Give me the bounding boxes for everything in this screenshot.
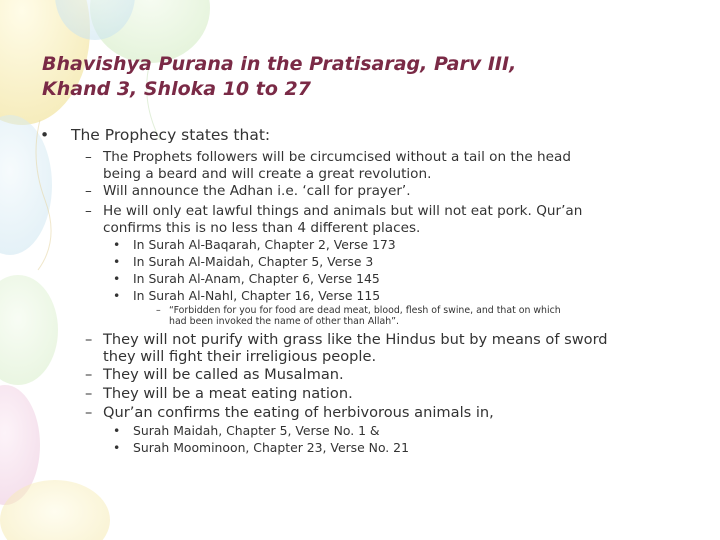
dash-marker: – (85, 183, 92, 199)
main-bullet: The Prophecy states that: (71, 126, 271, 144)
bullet-marker: • (113, 440, 121, 455)
title-line: Bhavishya Purana in the Pratisarag, Parv III, (42, 53, 517, 75)
dash-marker: – (85, 366, 93, 383)
quote-text: “Forbidden for you for food are dead meat, blood, flesh of swine, and that on which had been invoked the name of other than Allah”. (169, 305, 561, 327)
slide-title (42, 52, 702, 102)
bullet-marker: • (113, 237, 121, 252)
title-line: Khand 3, Shloka 10 to 27 (42, 78, 311, 100)
reference-item: In Surah Al-Baqarah, Chapter 2, Verse 173 (133, 237, 396, 252)
reference-item: Surah Maidah, Chapter 5, Verse No. 1 & (133, 423, 380, 438)
bullet-marker: • (40, 126, 50, 144)
dash-marker: – (85, 385, 93, 402)
sub-point: They will be a meat eating nation. (103, 385, 353, 402)
balloon-shape (0, 275, 58, 385)
dash-marker: – (85, 404, 93, 421)
reference-item: In Surah Al-Anam, Chapter 6, Verse 145 (133, 271, 380, 286)
sub-point: Qur’an confirms the eating of herbivorous animals in, (103, 404, 494, 421)
sub-point: Will announce the Adhan i.e. ‘call for prayer’. (103, 183, 411, 199)
bullet-marker: • (113, 254, 121, 269)
dash-marker: – (156, 305, 161, 316)
bullet-marker: • (113, 288, 121, 303)
dash-marker: – (85, 203, 92, 219)
sub-point: He will only eat lawful things and animals but will not eat pork. Qur’an confirms this is no less than 4 different places. (103, 203, 583, 236)
bullet-marker: • (113, 423, 121, 438)
reference-item: Surah Moominoon, Chapter 23, Verse No. 21 (133, 440, 409, 455)
reference-item: In Surah Al-Maidah, Chapter 5, Verse 3 (133, 254, 374, 269)
bullet-marker: • (113, 271, 121, 286)
dash-marker: – (85, 149, 92, 165)
reference-item: In Surah Al-Nahl, Chapter 16, Verse 115 (133, 288, 381, 303)
sub-point: They will be called as Musalman. (103, 366, 344, 383)
sub-point: They will not purify with grass like the Hindus but by means of sword they will fight their irreligious people. (103, 331, 608, 365)
dash-marker: – (85, 331, 93, 348)
sub-point: The Prophets followers will be circumcised without a tail on the head being a beard and will create a great revolution. (103, 149, 571, 182)
